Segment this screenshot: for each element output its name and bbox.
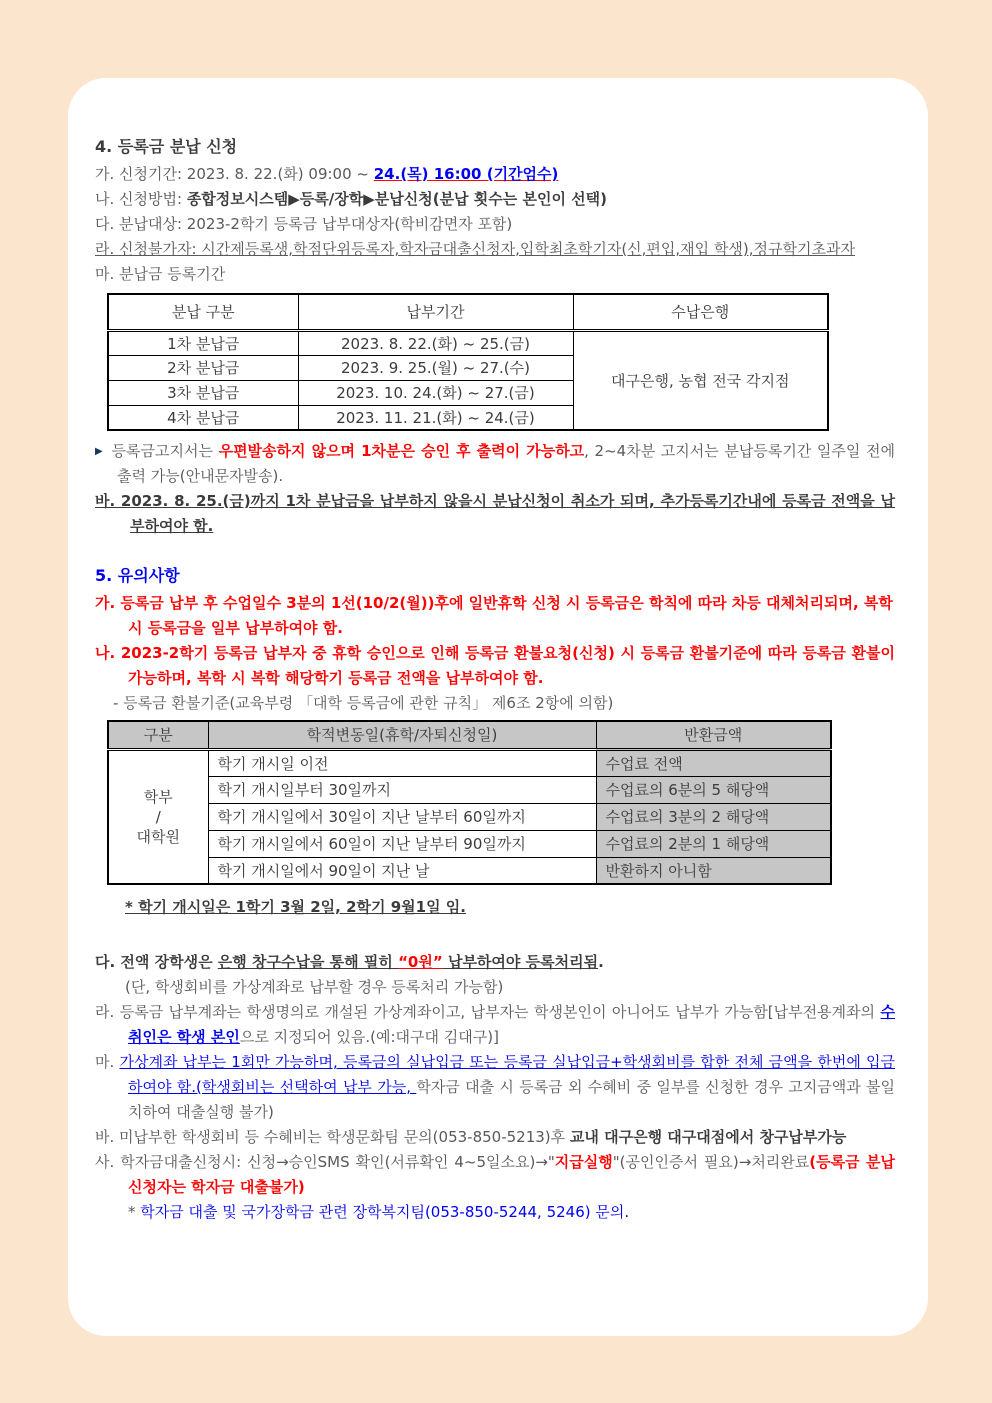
group-line-2: /: [155, 807, 161, 826]
note-virtual-account-owner: [95, 1000, 895, 1050]
loan-restriction-highlight: (등록금 분납신청자는 학자금 대출불가): [128, 1153, 895, 1196]
note-full-scholarship: [95, 950, 895, 975]
col-payment-period: 납부기간: [298, 294, 573, 330]
apply-period-text: 가. 신청기간: 2023. 8. 22.(화) 09:00 ~: [95, 165, 374, 183]
full-scholarship-u1: 은행 창구수납을 통해 필히: [217, 953, 399, 971]
col-change-date: 학적변동일(휴학/자퇴신청일): [208, 721, 596, 749]
note-loan-contact: [95, 1200, 895, 1225]
refund-amount-4: 수업료의 2분의 1 해당액: [596, 830, 831, 857]
refund-when-2: 학기 개시일부터 30일까지: [208, 776, 596, 803]
installment-1-label: 1차 분납금: [108, 330, 298, 355]
full-scholarship-u2: 납부하여야 등록처리됨: [442, 953, 599, 971]
refund-amount-3: 수업료의 3분의 2 해당액: [596, 803, 831, 830]
refund-when-4: 학기 개시일에서 60일이 지난 날부터 90일까지: [208, 830, 596, 857]
once-post: 학자금 대출 시 등록금 외 수혜비 중 일부를 신청한 경우 고지금액과 불일치하여 대출실행 불가): [128, 1078, 896, 1121]
section-notes: [95, 565, 895, 1225]
unpaid-fee-bold: 교내 대구은행 대구대점에서 창구납부가능: [569, 1128, 847, 1146]
apply-method-label: 나. 신청방법:: [95, 190, 187, 208]
note-virtual-account-once: [95, 1050, 895, 1125]
loan-execute-highlight: 지급실행: [554, 1153, 613, 1171]
table-row: [108, 776, 831, 803]
triangle-bullet-icon: ▶: [95, 446, 104, 457]
table-row: [108, 803, 831, 830]
spacer: [95, 920, 895, 950]
installment-2-period: 2023. 9. 25.(월) ~ 27.(수): [298, 355, 573, 380]
note-unpaid-fee: [95, 1125, 895, 1150]
section-4-title: 4. 등록금 분납 신청: [95, 137, 238, 156]
table-header-row: [108, 721, 831, 749]
note-leave-rule: 가. 등록금 납부 후 수업일수 3분의 1선(10/2(월))후에 일반휴학 신청 시 등록금은 학칙에 따라 차등 대체처리되며, 복학 시 등록금을 일부 납부하여야 함.: [95, 594, 893, 637]
table-row: [108, 330, 828, 355]
full-scholarship-end: .: [598, 953, 604, 971]
refund-when-3: 학기 개시일에서 30일이 지난 날부터 60일까지: [208, 803, 596, 830]
item-not-eligible: 라. 신청불가자: 시간제등록생,학점단위등록자,학자금대출신청자,입학최초학기자(신,편입,재입 학생),정규학기초과자: [95, 240, 855, 258]
zero-won-highlight: “0원”: [398, 953, 443, 971]
refund-when-1: 학기 개시일 이전: [208, 749, 596, 776]
bill-notice-post: , 2~4차분 고지서는 분납등록기간 일주일 전에 출력 가능(안내문자발송).: [117, 442, 895, 485]
account-owner-post: 으로 지정되어 있음.(예:대구대 김대구)]: [239, 1028, 499, 1046]
bank-cell: 대구은행, 농협 전국 각지점: [573, 330, 828, 430]
loan-contact-text: 학자금 대출 및 국가장학금 관련 장학복지팀(053-850-5244, 5246) 문의.: [140, 1203, 630, 1221]
col-refund-amount: 반환금액: [596, 721, 831, 749]
refund-amount-2: 수업료의 6분의 5 해당액: [596, 776, 831, 803]
refund-amount-5: 반환하지 아니함: [596, 857, 831, 884]
col-bank: 수납은행: [573, 294, 828, 330]
table-header-row: [108, 294, 828, 330]
item-cancel-warning: 바. 2023. 8. 25.(금)까지 1차 분납금을 납부하지 않을시 분납신청이 취소가 되며, 추가등록기간내에 등록금 전액을 납부하여야 함.: [95, 492, 895, 535]
installment-4-label: 4차 분납금: [108, 405, 298, 430]
item-apply-period: [95, 162, 895, 187]
loan-mid: "(공인인증서 필요)→처리완료: [612, 1153, 810, 1171]
installment-2-label: 2차 분납금: [108, 355, 298, 380]
installment-3-label: 3차 분납금: [108, 380, 298, 405]
installment-1-period: 2023. 8. 22.(화) ~ 25.(금): [298, 330, 573, 355]
note-loan-process: [95, 1150, 895, 1200]
bill-notice-pre: 등록금고지서는: [111, 442, 219, 460]
full-scholarship-sub: (단, 학생회비를 가상계좌로 납부할 경우 등록처리 가능함): [125, 978, 504, 996]
item-apply-method: [95, 187, 895, 212]
account-owner-highlight: 수취인은 학생 본인: [128, 1003, 895, 1046]
item-installment-period: 마. 분납금 등록기간: [95, 265, 226, 283]
loan-pre: 사. 학자금대출신청시: 신청→승인SMS 확인(서류확인 4~5일소요)→": [95, 1153, 555, 1171]
apply-method-path: 종합정보시스템▶등록/장학▶분납신청(분납 횟수는 본인이 선택): [186, 190, 607, 208]
account-owner-pre: 라. 등록금 납부계좌는 학생명의로 개설된 가상계좌이고, 납부자는 학생본인이 아니어도 납부가 가능함[납부전용계좌의: [95, 1003, 881, 1021]
bill-notice: [95, 439, 895, 489]
section-5-title: 5. 유의사항: [95, 566, 180, 585]
section-installment-application: [95, 136, 895, 539]
group-line-1: 학부: [143, 787, 173, 806]
installment-schedule-table: [107, 293, 829, 431]
section-spacer: [95, 539, 895, 565]
group-cell: [108, 749, 208, 884]
refund-standard-ref: - 등록금 환불기준(교육부령 「대학 등록금에 관한 규칙」 제6조 2항에 의함): [113, 694, 614, 712]
col-installment-type: 분납 구분: [108, 294, 298, 330]
deadline-highlight: 24.(목) 16:00 (기간엄수): [373, 165, 559, 183]
item-target: 다. 분납대상: 2023-2학기 등록금 납부대상자(학비감면자 포함): [95, 215, 513, 233]
full-scholarship-pre: 다. 전액 장학생은: [95, 953, 218, 971]
refund-standard-table: [107, 720, 832, 885]
group-line-3: 대학원: [136, 827, 180, 846]
table-row: [108, 857, 831, 884]
notice-card: [68, 78, 928, 1336]
asterisk-mark: *: [128, 1203, 141, 1221]
unpaid-fee-pre: 바. 미납부한 학생회비 등 수혜비는 학생문화팀 문의(053-850-5213)후: [95, 1128, 570, 1146]
semester-start-note: * 학기 개시일은 1학기 3월 2일, 2학기 9월1일 임.: [125, 898, 466, 916]
bill-notice-red: 우편발송하지 않으며 1차분은 승인 후 출력이 가능하고: [218, 442, 585, 460]
refund-amount-1: 수업료 전액: [596, 749, 831, 776]
note-refund-rule: 나. 2023-2학기 등록금 납부자 중 휴학 승인으로 인해 등록금 환불요청(신청) 시 등록금 환불기준에 따라 등록금 환불이 가능하며, 복학 시 복학 해당학기 등록금 전액을 납부하여야 함.: [95, 644, 895, 687]
installment-3-period: 2023. 10. 24.(화) ~ 27.(금): [298, 380, 573, 405]
installment-4-period: 2023. 11. 21.(화) ~ 24.(금): [298, 405, 573, 430]
table-row: [108, 749, 831, 776]
table-row: [108, 830, 831, 857]
once-blue-text: 가상계좌 납부는 1회만 가능하며, 등록금의 실납입금 또는 등록금 실납입금+학생회비를 합한 전체 금액을 한번에 입금하여야 함.(학생회비는 선택하여 납부 가능,: [119, 1053, 895, 1096]
refund-when-5: 학기 개시일에서 90일이 지난 날: [208, 857, 596, 884]
col-category: 구분: [108, 721, 208, 749]
once-label: 마.: [95, 1053, 120, 1071]
